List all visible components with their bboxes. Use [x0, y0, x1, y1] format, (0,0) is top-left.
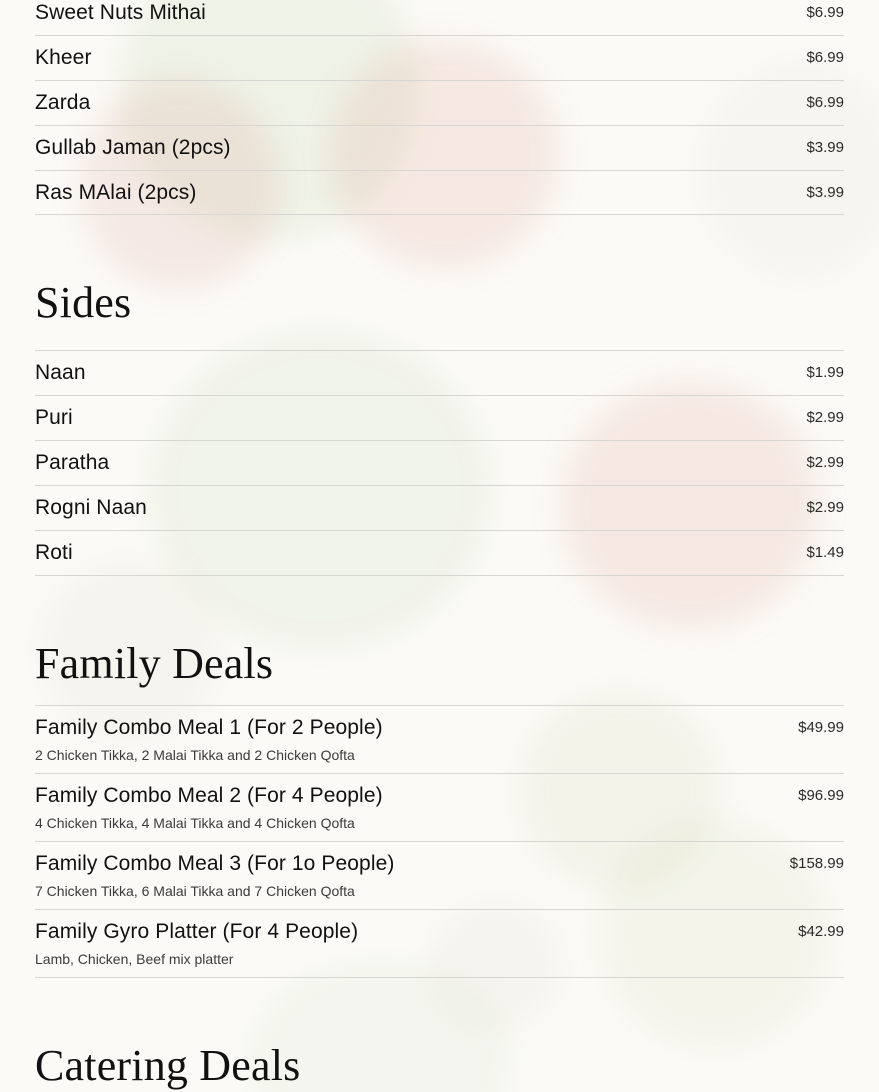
menu-item-name: Rogni Naan [35, 496, 147, 519]
menu-item-description: 7 Chicken Tikka, 6 Malai Tikka and 7 Chicken Qofta [35, 882, 355, 899]
menu-item-price: $42.99 [798, 923, 844, 941]
menu-item-main [35, 783, 782, 833]
menu-item-name: Naan [35, 361, 86, 385]
menu-item-description: 4 Chicken Tikka, 4 Malai Tikka and 4 Chicken Qofta [35, 814, 355, 831]
menu-item[interactable] [35, 440, 844, 485]
menu-item-price: $2.99 [806, 409, 844, 427]
menu-item-main [35, 135, 790, 162]
menu-item-price: $1.99 [806, 364, 844, 382]
menu-item[interactable] [35, 485, 844, 530]
menu-item-main [35, 540, 790, 567]
menu-item-main [35, 180, 790, 207]
menu-item-price: $2.99 [806, 454, 844, 472]
menu-item-name: Family Gyro Platter (For 4 People) [35, 920, 359, 944]
menu-item-name: Gullab Jaman (2pcs) [35, 135, 231, 159]
menu-item-main [35, 360, 790, 387]
section-catering-deals [35, 978, 844, 1091]
menu-item-main [35, 0, 790, 27]
section-title-catering-deals: Catering Deals [35, 1041, 301, 1091]
menu-item[interactable] [35, 841, 844, 909]
menu-item[interactable] [35, 395, 844, 440]
menu-item-price: $49.99 [798, 718, 844, 736]
menu-item-price: $1.49 [806, 543, 844, 561]
menu-item-main [35, 405, 790, 432]
section-sides [35, 215, 844, 575]
menu-item-list-sides [35, 350, 844, 575]
menu-item-main [35, 715, 782, 765]
menu-item-price: $3.99 [806, 138, 844, 156]
menu-item-price: $3.99 [806, 183, 844, 201]
menu-item[interactable] [35, 350, 844, 395]
menu-item-name: Family Combo Meal 1 (For 2 People) [35, 715, 383, 739]
menu-item-description: 2 Chicken Tikka, 2 Malai Tikka and 2 Chicken Qofta [35, 746, 355, 763]
menu-item-name: Ras MAlai (2pcs) [35, 180, 197, 204]
menu-item-name: Kheer [35, 45, 92, 69]
menu-item-main [35, 495, 790, 522]
menu-item-name: Paratha [35, 451, 110, 475]
menu-item[interactable] [35, 909, 844, 977]
menu-item-main [35, 45, 790, 72]
menu-item[interactable] [35, 705, 844, 773]
menu-item-main [35, 851, 774, 901]
menu-item-description: Lamb, Chicken, Beef mix platter [35, 951, 234, 968]
menu-item-name: Sweet Nuts Mithai [35, 1, 206, 24]
section-title-family-deals: Family Deals [35, 638, 274, 688]
menu-item-price: $158.99 [789, 855, 844, 873]
menu-item-price: $6.99 [806, 93, 844, 111]
menu-item-list-family-deals [35, 705, 844, 979]
menu-item-price: $96.99 [798, 786, 844, 804]
menu-item-main [35, 90, 790, 117]
menu-item-name: Family Combo Meal 3 (For 1o People) [35, 852, 395, 876]
menu-item[interactable] [35, 170, 844, 215]
menu-item-price: $2.99 [806, 499, 844, 516]
menu-item[interactable] [35, 125, 844, 170]
menu-item[interactable] [35, 0, 844, 35]
section-title-sides: Sides [35, 278, 132, 328]
menu-item-price: $6.99 [806, 48, 844, 66]
menu-item-price: $6.99 [806, 4, 844, 21]
menu-item[interactable] [35, 80, 844, 125]
menu-item-name: Family Combo Meal 2 (For 4 People) [35, 783, 383, 807]
menu-item[interactable] [35, 530, 844, 575]
menu-item-main [35, 450, 790, 477]
menu-item-name: Roti [35, 540, 73, 564]
menu-item-name: Zarda [35, 90, 91, 114]
menu-item-list-desserts [35, 0, 844, 215]
menu-item[interactable] [35, 773, 844, 841]
section-family-deals [35, 576, 844, 979]
menu-item[interactable] [35, 35, 844, 80]
menu-item-name: Puri [35, 406, 73, 430]
menu-item-main [35, 919, 782, 969]
